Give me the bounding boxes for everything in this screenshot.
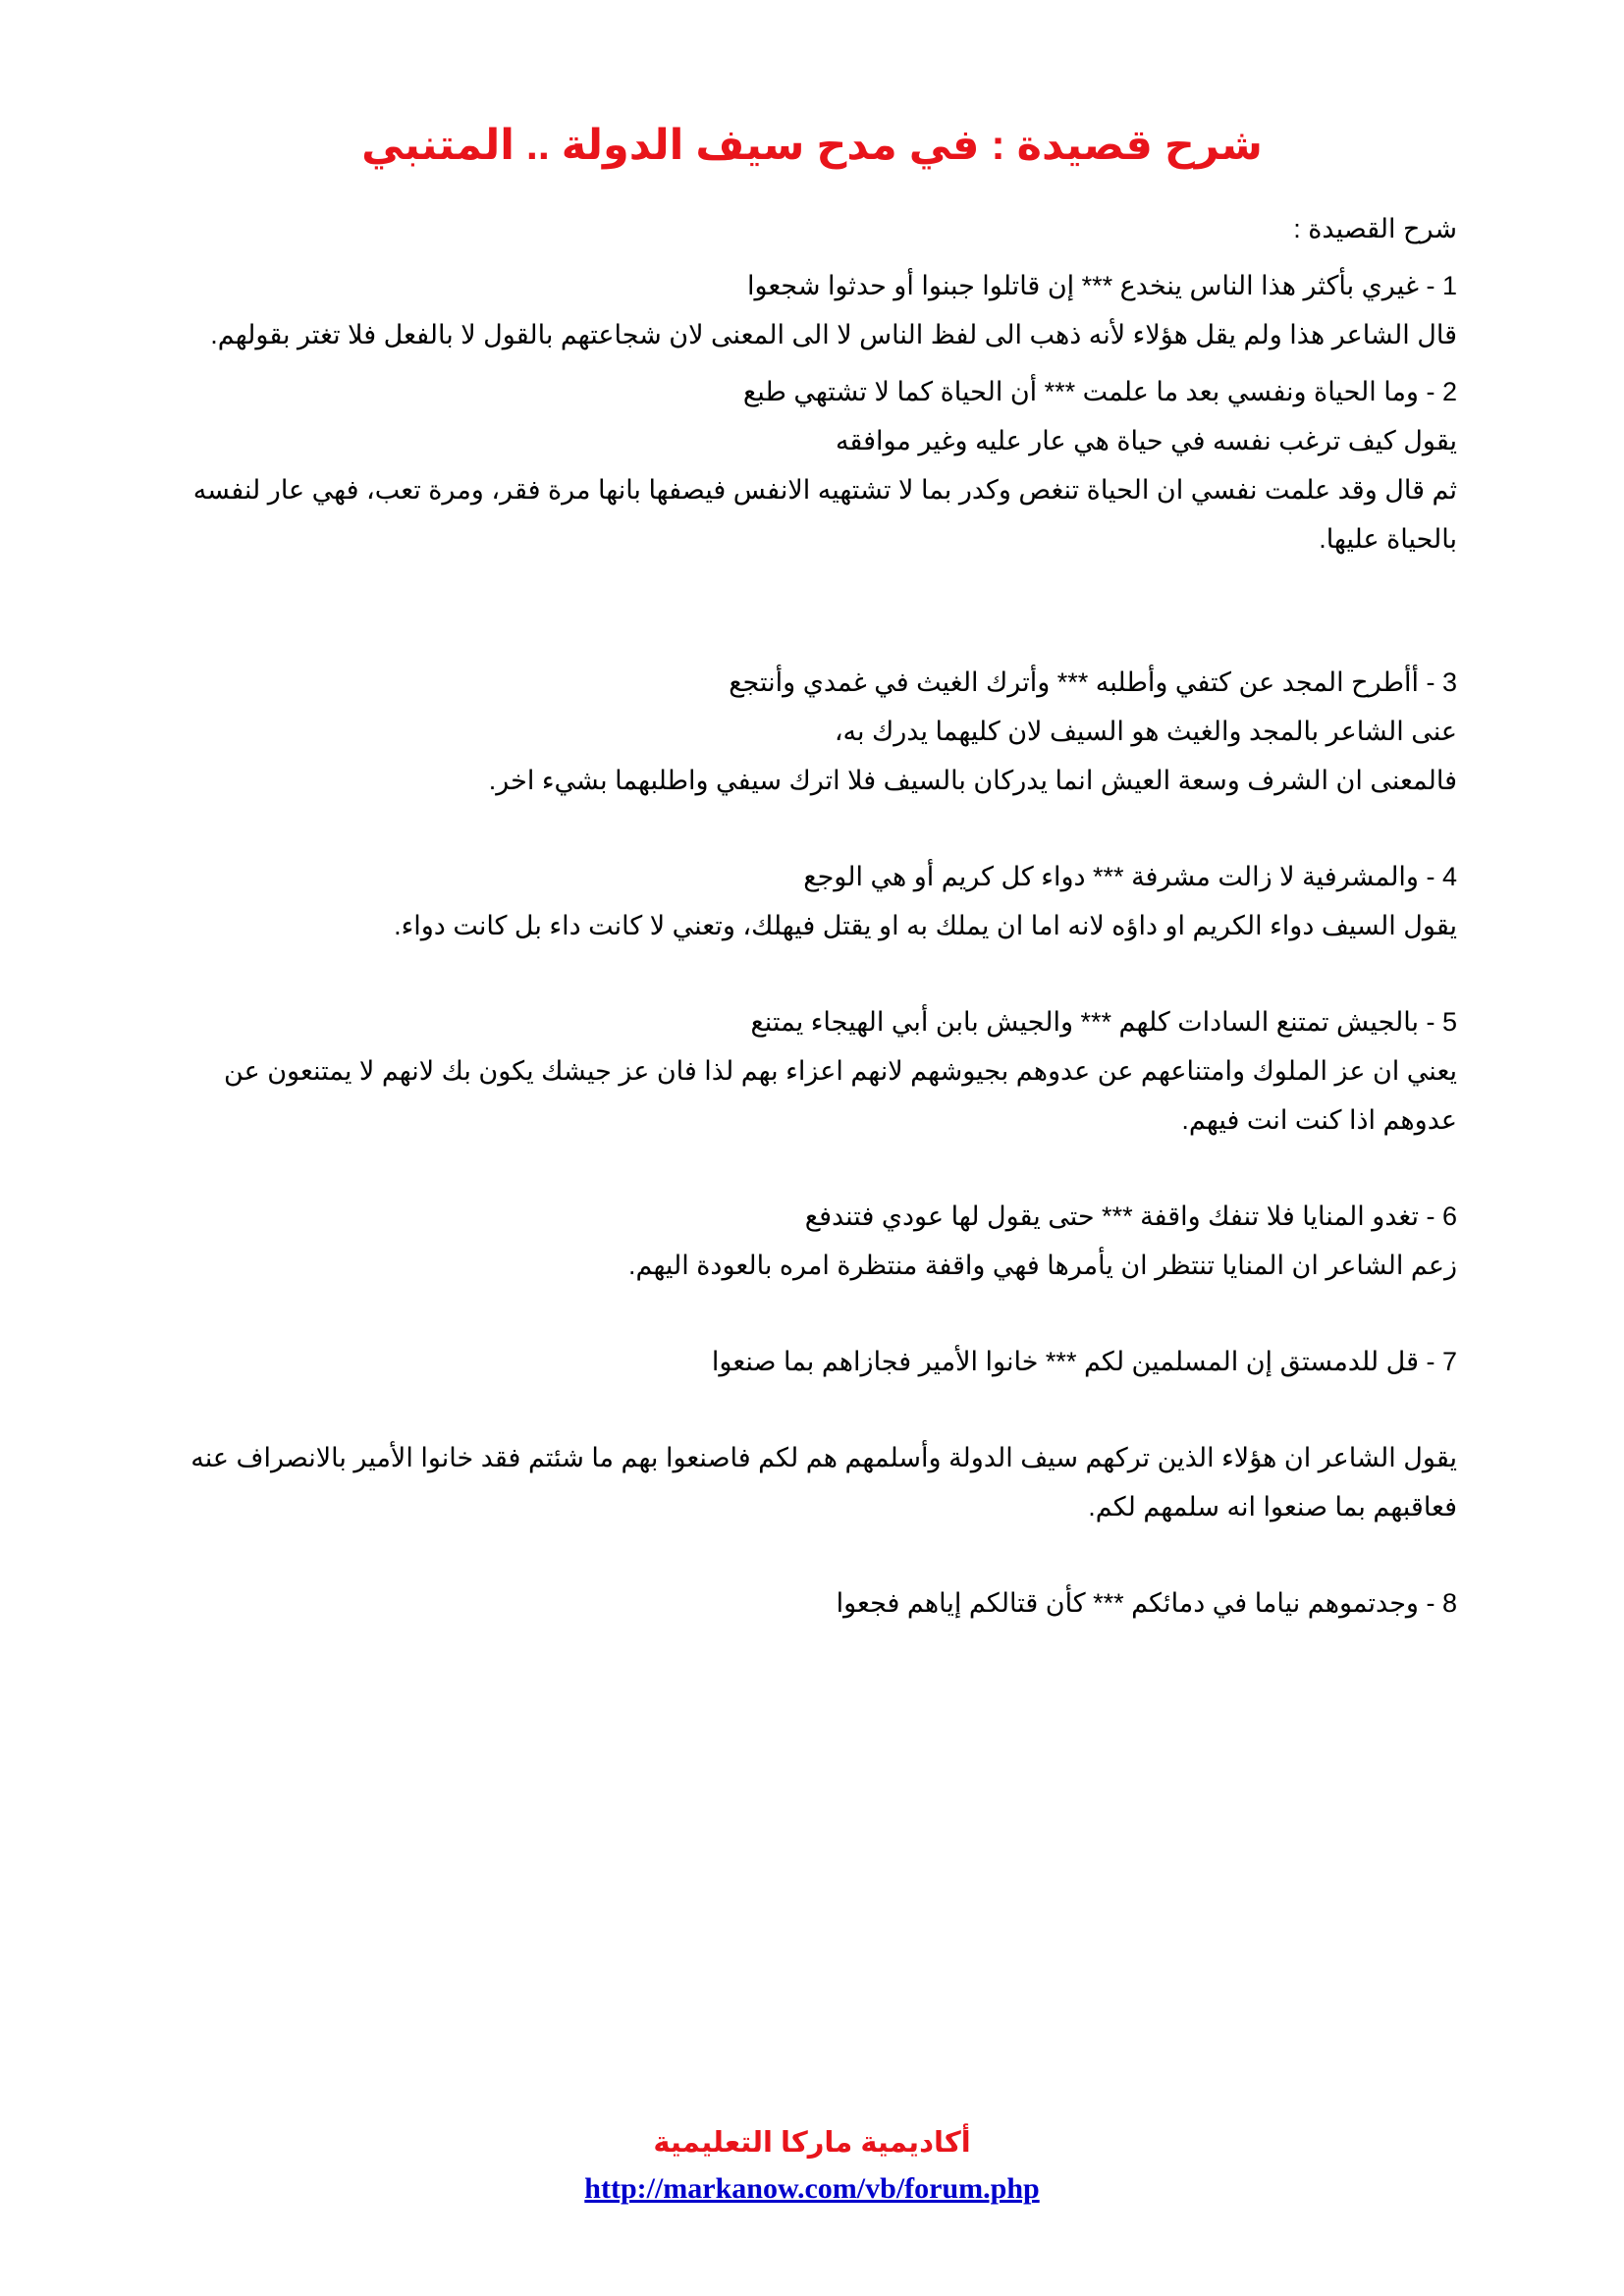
verse-2-explanation: يقول كيف ترغب نفسه في حياة هي عار عليه وغير موافقه xyxy=(835,426,1457,455)
verse-7-explanation: يقول الشاعر ان هؤلاء الذين تركهم سيف الدولة وأسلمهم هم لكم فاصنعوا بهم ما شئتم فقد خانوا الأمير بالانصراف عنه فعاقبهم بما صنعوا انه سلمهم لكم. xyxy=(190,1443,1457,1522)
verse-3-explanation: عنى الشاعر بالمجد والغيث هو السيف لان كليهما يدرك به، xyxy=(834,717,1457,746)
verse-6-explanation: زعم الشاعر ان المنايا تنتظر ان يأمرها فهي واقفة منتظرة امره بالعودة اليهم. xyxy=(627,1251,1457,1280)
forum-link[interactable]: http://markanow.com/vb/forum.php xyxy=(584,2172,1040,2205)
footer-academy-name: أكاديمية ماركا التعليمية xyxy=(653,2127,971,2159)
verse-6-line: 6 - تغدو المنايا فلا تنفك واقفة *** حتى يقول لها عودي فتندفع xyxy=(804,1201,1457,1231)
verse-5-explanation: يعني ان عز الملوك وامتناعهم عن عدوهم بجيوشهم لانهم اعزاء بهم لذا فان عز جيشك يكون بك لانهم لا يمتنعون عن عدوهم اذا كنت انت فيهم. xyxy=(224,1056,1457,1135)
verse-2-explanation: ثم قال وقد علمت نفسي ان الحياة تنغص وكدر بما لا تشتهيه الانفس فيصفها بانها مرة فقر، ومرة تعب، فهي عار لنفسه بالحياة عليها. xyxy=(192,475,1457,554)
page-title: شرح قصيدة : في مدح سيف الدولة .. المتنبي xyxy=(361,122,1263,169)
document-body xyxy=(177,204,1457,1628)
verse-8-line: 8 - وجدتموهم نياما في دمائكم *** كأن قتالكم إياهم فجعوا xyxy=(836,1588,1457,1618)
verse-1-line: 1 - غيري بأكثر هذا الناس ينخدع *** إن قاتلوا جبنوا أو حدثوا شجعوا xyxy=(746,271,1457,300)
verse-4-explanation: يقول السيف دواء الكريم او داؤه لانه اما ان يملك به او يقتل فيهلك، وتعني لا كانت داء بل كانت دواء. xyxy=(394,911,1457,940)
verse-4-line: 4 - والمشرفية لا زالت مشرفة *** دواء كل كريم أو هي الوجع xyxy=(803,862,1457,891)
section-heading: شرح القصيدة : xyxy=(1293,214,1457,243)
verse-3-explanation: فالمعنى ان الشرف وسعة العيش انما يدركان بالسيف فلا اترك سيفي واطلبهما بشيء اخر. xyxy=(488,766,1457,795)
verse-3-line: 3 - أأطرح المجد عن كتفي وأطلبه *** وأترك الغيث في غمدي وأنتجع xyxy=(729,667,1457,697)
verse-7-line: 7 - قل للدمستق إن المسلمين لكم *** خانوا الأمير فجازاهم بما صنعوا xyxy=(711,1347,1457,1376)
verse-1-explanation: قال الشاعر هذا ولم يقل هؤلاء لأنه ذهب الى لفظ الناس لا الى المعنى لان شجاعتهم بالقول لا بالفعل فلا تغتر بقولهم. xyxy=(210,320,1457,349)
verse-2-line: 2 - وما الحياة ونفسي بعد ما علمت *** أن الحياة كما لا تشتهي طبع xyxy=(742,377,1457,406)
footer-link-line xyxy=(0,2169,1624,2209)
verse-5-line: 5 - بالجيش تمتنع السادات كلهم *** والجيش بابن أبي الهيجاء يمتنع xyxy=(750,1007,1457,1037)
